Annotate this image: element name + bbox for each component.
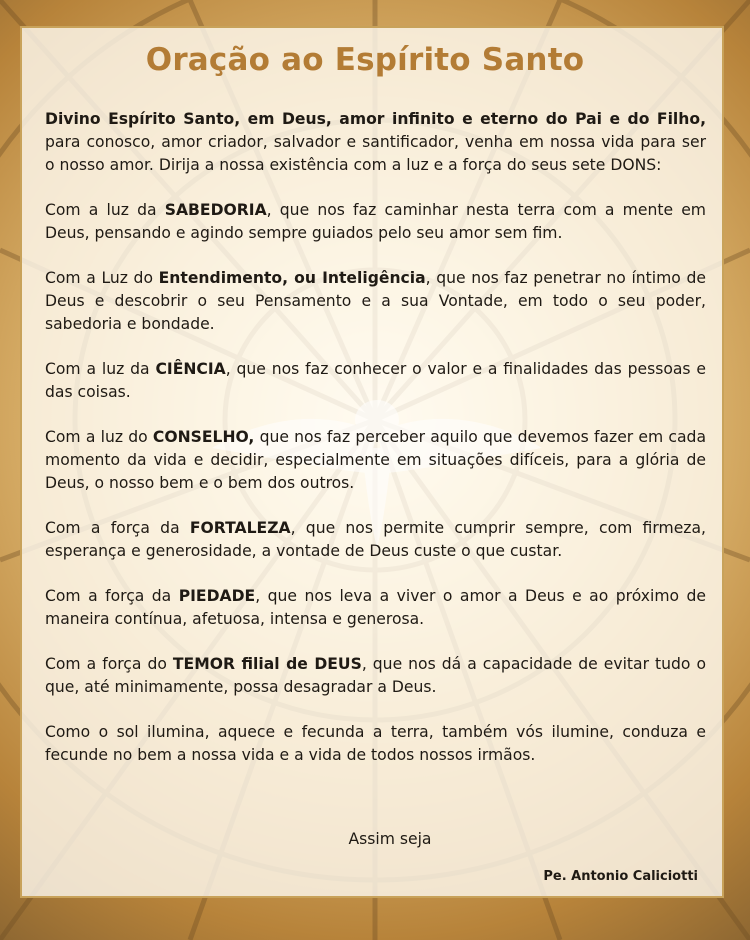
gift-pre: Com a Luz do bbox=[45, 269, 159, 287]
gift-pre: Com a força da bbox=[45, 587, 179, 605]
gift-paragraph bbox=[45, 358, 706, 404]
gift-paragraph bbox=[45, 199, 706, 245]
gift-post: , que nos faz caminhar nesta terra com a mente em Deus, pensando e agindo sempre guiados pelo seu amor sem fim. bbox=[45, 201, 706, 242]
signature: Pe. Antonio Caliciotti bbox=[543, 869, 698, 884]
prayer-body bbox=[45, 108, 706, 789]
gift-post: que nos faz perceber aquilo que devemos fazer em cada momento da vida e decidir, especialmente em situações difíceis, para a glória de Deus, o nosso bem e o bem dos outros. bbox=[45, 428, 707, 492]
amen-text: Assim seja bbox=[348, 830, 432, 848]
gift-name: PIEDADE bbox=[178, 587, 256, 605]
gift-name: FORTALEZA bbox=[189, 519, 291, 537]
gift-paragraph bbox=[45, 517, 706, 563]
gift-name: CONSELHO, bbox=[152, 428, 255, 446]
gift-paragraph bbox=[45, 267, 706, 336]
gift-pre: Com a força da bbox=[45, 519, 190, 537]
gift-name: TEMOR filial de DEUS bbox=[172, 655, 362, 673]
intro-bold: Divino Espírito Santo, em Deus, amor infinito e eterno do Pai e do Filho, bbox=[45, 110, 706, 128]
gift-paragraph bbox=[45, 426, 706, 495]
gift-pre: Com a luz do bbox=[45, 428, 153, 446]
gift-name: SABEDORIA bbox=[164, 201, 267, 219]
gift-post: , que nos dá a capacidade de evitar tudo o que, até minimamente, possa desagradar a Deus. bbox=[45, 655, 706, 696]
intro-text: para conosco, amor criador, salvador e santificador, venha em nossa vida para ser o nosso amor. Dirija a nossa existência com a luz e a força do seus sete DONS: bbox=[45, 133, 706, 174]
gift-post: , que nos faz conhecer o valor e a finalidades das pessoas e das coisas. bbox=[45, 360, 706, 401]
gift-pre: Com a luz da bbox=[45, 201, 165, 219]
page-title: Oração ao Espírito Santo bbox=[145, 42, 585, 78]
closing-paragraph: Como o sol ilumina, aquece e fecunda a terra, também vós ilumine, conduza e fecunde no bem a nossa vida e a vida de todos nossos irmãos. bbox=[45, 723, 706, 764]
intro-paragraph bbox=[45, 108, 706, 177]
gift-paragraph bbox=[45, 653, 706, 699]
gift-post: , que nos permite cumprir sempre, com firmeza, esperança e generosidade, a vontade de Deus custe o que custar. bbox=[45, 519, 706, 560]
gift-name: Entendimento, ou Inteligência bbox=[158, 269, 426, 287]
gift-paragraph bbox=[45, 585, 706, 631]
gift-pre: Com a força do bbox=[45, 655, 173, 673]
gift-post: , que nos faz penetrar no íntimo de Deus e descobrir o seu Pensamento e a sua Vontade, em todo o seu poder, sabedoria e bondade. bbox=[45, 269, 706, 333]
gift-post: , que nos leva a viver o amor a Deus e ao próximo de maneira contínua, afetuosa, intensa e generosa. bbox=[45, 587, 706, 628]
gift-name: CIÊNCIA bbox=[155, 360, 226, 378]
gift-pre: Com a luz da bbox=[45, 360, 156, 378]
